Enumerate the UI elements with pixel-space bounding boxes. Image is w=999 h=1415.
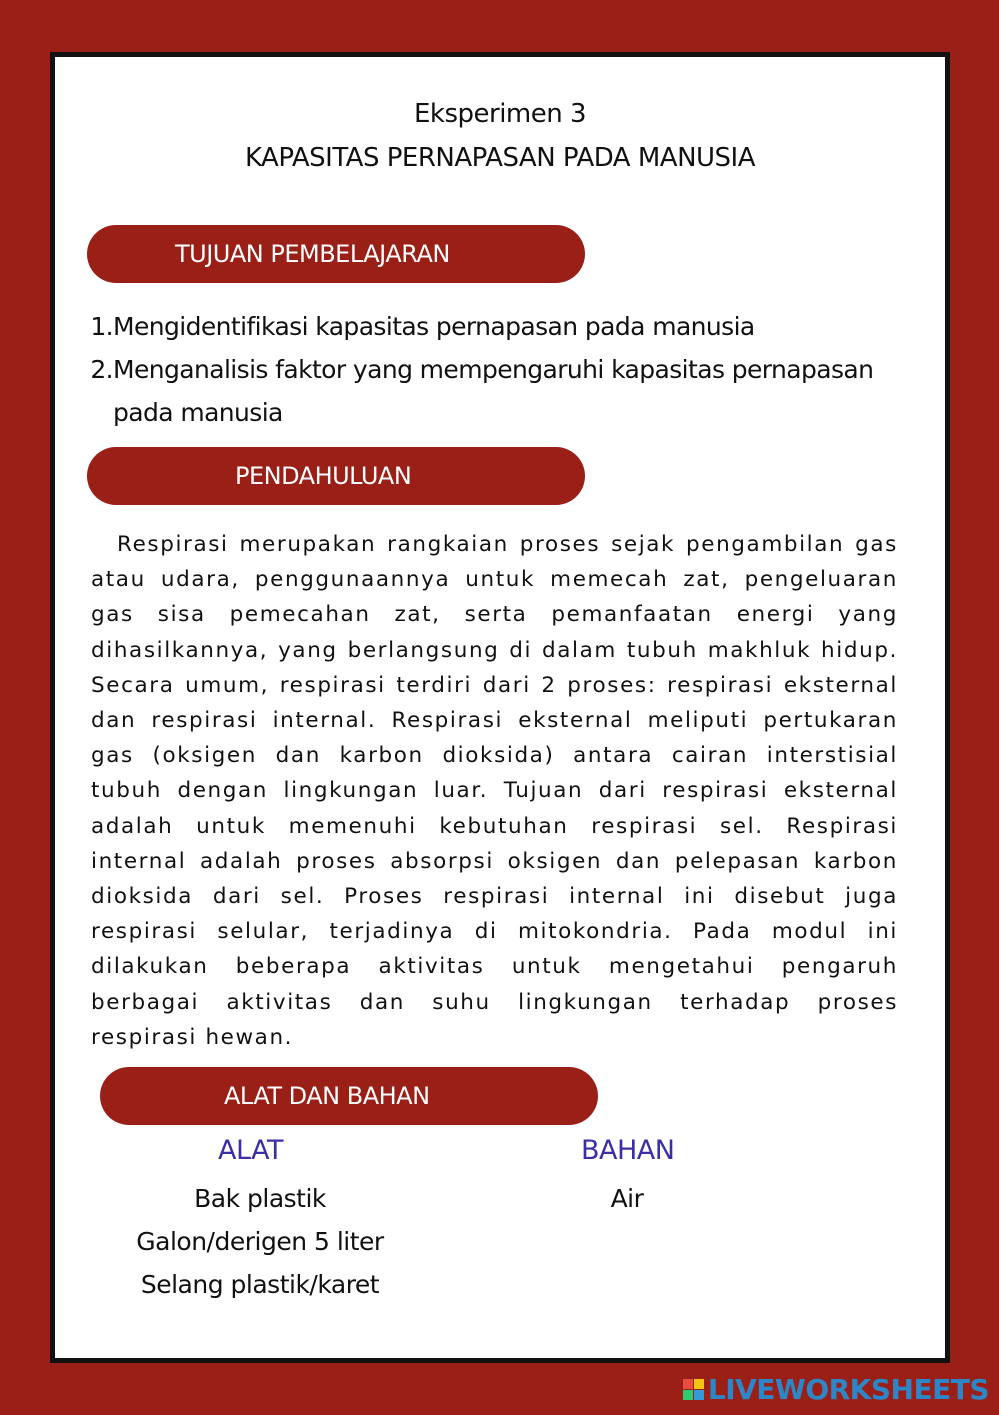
section-label: TUJUAN PEMBELAJARAN [175,240,450,268]
bahan-header: BAHAN [581,1135,675,1166]
alat-item: Bak plastik [194,1184,326,1213]
objective-text: Mengidentifikasi kapasitas pernapasan pada manusia [113,312,755,341]
intro-paragraph: Respirasi merupakan rangkaian proses sejak pengambilan gas atau udara, penggunaannya untuk memecah zat, pengeluaran gas sisa pemecahan zat, serta pemanfaatan energi yang dihasilkannya, yang berlangsung di dalam tubuh makhluk hidup. Secara umum, respirasi terdiri dari 2 proses: respirasi eksternal dan respirasi internal. Respirasi eksternal meliputi pertukaran gas (oksigen dan karbon dioksida) antara cairan interstisial tubuh dengan lingkungan luar. Tujuan dari respirasi eksternal adalah untuk memenuhi kebutuhan respirasi sel. Respirasi internal adalah proses absorpsi oksigen dan pelepasan karbon dioksida dari sel. Proses respirasi internal ini disebut juga respirasi selular, terjadinya di mitokondria. Pada modul ini dilakukan beberapa aktivitas untuk mengetahui pengaruh berbagai aktivitas dan suhu lingkungan terhadap proses respirasi hewan. [91,532,898,1050]
section-label: ALAT DAN BAHAN [224,1082,430,1110]
liveworksheets-brand [683,1373,989,1406]
bahan-item: Air [610,1184,644,1213]
alat-header: ALAT [218,1135,283,1166]
objective-text: Menganalisis faktor yang mempengaruhi kapasitas pernapasan pada manusia [113,355,874,427]
section-pendahuluan [87,447,585,505]
logo-square [694,1390,704,1400]
section-label: PENDAHULUAN [235,462,412,490]
worksheet-page [50,52,950,1363]
list-item [89,348,929,434]
logo-square [694,1379,704,1389]
alat-item: Galon/derigen 5 liter [136,1227,384,1256]
brand-name: LIVEWORKSHEETS [707,1373,989,1406]
liveworksheets-logo-icon [683,1379,704,1400]
section-tujuan-pembelajaran [87,225,585,283]
page-title: KAPASITAS PERNAPASAN PADA MANUSIA [244,143,756,173]
alat-item: Selang plastik/karet [140,1270,380,1299]
logo-square [683,1390,693,1400]
objectives-list [89,305,929,434]
section-alat-dan-bahan [100,1067,598,1125]
experiment-number: Eksperimen 3 [413,99,587,129]
list-item [89,305,929,348]
logo-square [683,1379,693,1389]
list-number: 1. [90,312,113,341]
list-number: 2. [90,355,113,384]
